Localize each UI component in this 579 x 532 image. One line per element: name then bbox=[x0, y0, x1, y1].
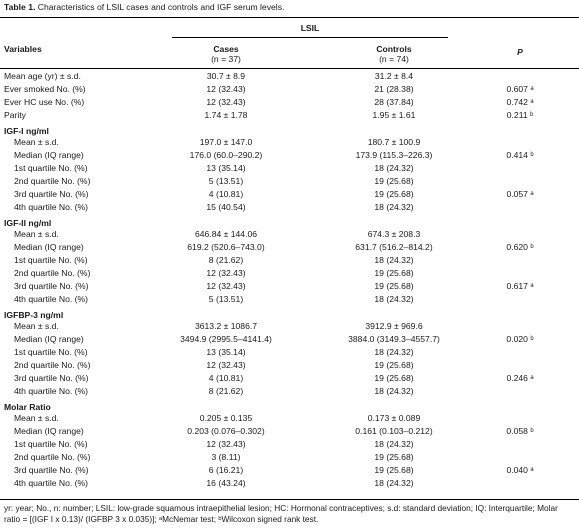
controls-value: 0.161 (0.103–0.212) bbox=[355, 426, 433, 436]
row-label: IGFBP-3 ng/ml bbox=[4, 310, 64, 320]
row-label: Median (IQ range) bbox=[14, 334, 84, 344]
row-label: 4th quartile No. (%) bbox=[14, 202, 89, 212]
row-label: Mean ± s.d. bbox=[14, 137, 59, 147]
row-label: Mean age (yr) ± s.d. bbox=[4, 71, 81, 81]
p-value: 0.246 ᵃ bbox=[506, 373, 534, 383]
row-label: IGF-II ng/ml bbox=[4, 218, 52, 228]
row-label: 3rd quartile No. (%) bbox=[14, 465, 89, 475]
cases-value: 15 (40.54) bbox=[206, 202, 246, 212]
cases-value: 646.84 ± 144.06 bbox=[194, 229, 258, 239]
cases-value: 4 (10.81) bbox=[208, 189, 244, 199]
controls-value: 28 (37.84) bbox=[374, 97, 414, 107]
table-number: Table 1. bbox=[4, 2, 36, 12]
cases-value: 3613.2 ± 1086.7 bbox=[194, 321, 258, 331]
p-value: 0.742 ᵃ bbox=[506, 97, 534, 107]
row-label: Ever HC use No. (%) bbox=[4, 97, 85, 107]
group-header: LSIL bbox=[300, 23, 320, 33]
controls-value: 631.7 (516.2–814.2) bbox=[355, 242, 433, 252]
row-label: 1st quartile No. (%) bbox=[14, 163, 88, 173]
cases-value: 0.203 (0.076–0.302) bbox=[187, 426, 265, 436]
row-label: 2nd quartile No. (%) bbox=[14, 268, 91, 278]
table-title: Characteristics of LSIL cases and controls and IGF serum levels. bbox=[37, 2, 285, 12]
controls-value: 19 (25.68) bbox=[374, 189, 414, 199]
row-label: 2nd quartile No. (%) bbox=[14, 452, 91, 462]
row-label: 1st quartile No. (%) bbox=[14, 347, 88, 357]
cases-value: 12 (32.43) bbox=[206, 360, 246, 370]
controls-value: 18 (24.32) bbox=[374, 439, 414, 449]
row-label: 4th quartile No. (%) bbox=[14, 294, 89, 304]
cases-value: 176.0 (60.0–290.2) bbox=[189, 150, 263, 160]
controls-value: 0.173 ± 0.089 bbox=[367, 413, 421, 423]
controls-value: 18 (24.32) bbox=[374, 347, 414, 357]
controls-value: 19 (25.68) bbox=[374, 268, 414, 278]
cases-value: 30.7 ± 8.9 bbox=[206, 71, 246, 81]
row-label: Ever smoked No. (%) bbox=[4, 84, 86, 94]
row-label: 1st quartile No. (%) bbox=[14, 255, 88, 265]
row-label: Mean ± s.d. bbox=[14, 321, 59, 331]
row-label: 2nd quartile No. (%) bbox=[14, 176, 91, 186]
row-label: 3rd quartile No. (%) bbox=[14, 189, 89, 199]
controls-value: 173.9 (115.3–226.3) bbox=[355, 150, 433, 160]
row-label: 4th quartile No. (%) bbox=[14, 386, 89, 396]
row-label: 3rd quartile No. (%) bbox=[14, 281, 89, 291]
cases-value: 8 (21.62) bbox=[208, 386, 244, 396]
row-label: 1st quartile No. (%) bbox=[14, 439, 88, 449]
controls-value: 31.2 ± 8.4 bbox=[374, 71, 414, 81]
p-value: 0.040 ᵃ bbox=[506, 465, 534, 475]
group-rule bbox=[172, 37, 448, 38]
row-label: Median (IQ range) bbox=[14, 150, 84, 160]
cases-value: 5 (13.51) bbox=[208, 294, 244, 304]
cases-value: 12 (32.43) bbox=[206, 439, 246, 449]
row-label: 3rd quartile No. (%) bbox=[14, 373, 89, 383]
cases-value: 13 (35.14) bbox=[206, 163, 246, 173]
cases-value: 16 (43.24) bbox=[206, 478, 246, 488]
row-label: Median (IQ range) bbox=[14, 426, 84, 436]
controls-value: 19 (25.68) bbox=[374, 360, 414, 370]
p-header: P bbox=[517, 47, 523, 57]
row-label: Parity bbox=[4, 110, 26, 120]
row-label: Molar Ratio bbox=[4, 402, 51, 412]
cases-value: 197.0 ± 147.0 bbox=[199, 137, 253, 147]
controls-value: 18 (24.32) bbox=[374, 478, 414, 488]
cases-value: 1.74 ± 1.78 bbox=[204, 110, 248, 120]
controls-value: 19 (25.68) bbox=[374, 373, 414, 383]
controls-value: 18 (24.32) bbox=[374, 386, 414, 396]
controls-value: 674.3 ± 208.3 bbox=[367, 229, 421, 239]
cases-value: 12 (32.43) bbox=[206, 97, 246, 107]
controls-value: 3912.9 ± 969.6 bbox=[365, 321, 423, 331]
controls-value: 3884.0 (3149.3–4557.7) bbox=[348, 334, 440, 344]
p-value: 0.020 ᵇ bbox=[506, 334, 534, 344]
controls-n: (n = 74) bbox=[379, 54, 409, 64]
cases-n: (n = 37) bbox=[211, 54, 241, 64]
p-value: 0.057 ᵃ bbox=[506, 189, 534, 199]
p-value: 0.058 ᵇ bbox=[506, 426, 534, 436]
row-label: Median (IQ range) bbox=[14, 242, 84, 252]
cases-value: 8 (21.62) bbox=[208, 255, 244, 265]
row-label: 4th quartile No. (%) bbox=[14, 478, 89, 488]
p-value: 0.414 ᵇ bbox=[506, 150, 534, 160]
cases-value: 6 (16.21) bbox=[208, 465, 244, 475]
p-value: 0.617 ᵃ bbox=[506, 281, 534, 291]
controls-value: 19 (25.68) bbox=[374, 176, 414, 186]
bottom-rule bbox=[0, 499, 579, 500]
table-footnote: yr: year; No., n: number; LSIL: low-grade squamous intraepithelial lesion; HC: Hormonal contraceptives; s.d: standard deviation; IQ: Interquartile; Molar ratio = [(IGF I x 0.13)/ (IGFBP 3 x 0.035)]; ᵃMcNemar test; ᵇWilcoxon signed rank test. bbox=[4, 503, 558, 524]
cases-value: 619.2 (520.6–743.0) bbox=[187, 242, 265, 252]
controls-value: 18 (24.32) bbox=[374, 202, 414, 212]
controls-value: 18 (24.32) bbox=[374, 255, 414, 265]
controls-value: 19 (25.68) bbox=[374, 452, 414, 462]
row-label: Mean ± s.d. bbox=[14, 413, 59, 423]
cases-header: Cases bbox=[213, 44, 239, 54]
controls-value: 21 (28.38) bbox=[374, 84, 414, 94]
top-rule bbox=[0, 17, 579, 18]
cases-value: 3494.9 (2995.5–4141.4) bbox=[180, 334, 272, 344]
cases-value: 12 (32.43) bbox=[206, 84, 246, 94]
header-rule bbox=[0, 68, 579, 69]
controls-value: 180.7 ± 100.9 bbox=[367, 137, 421, 147]
controls-value: 18 (24.32) bbox=[374, 163, 414, 173]
table-caption bbox=[4, 3, 284, 12]
variables-header: Variables bbox=[4, 44, 42, 54]
cases-value: 0.205 ± 0.135 bbox=[199, 413, 253, 423]
row-label: Mean ± s.d. bbox=[14, 229, 59, 239]
cases-value: 3 (8.11) bbox=[211, 452, 241, 462]
cases-value: 13 (35.14) bbox=[206, 347, 246, 357]
cases-value: 12 (32.43) bbox=[206, 268, 246, 278]
controls-value: 18 (24.32) bbox=[374, 294, 414, 304]
row-label: 2nd quartile No. (%) bbox=[14, 360, 91, 370]
p-value: 0.211 ᵇ bbox=[506, 110, 534, 120]
cases-value: 12 (32.43) bbox=[206, 281, 246, 291]
cases-value: 4 (10.81) bbox=[208, 373, 244, 383]
controls-header: Controls bbox=[376, 44, 412, 54]
row-label: IGF-I ng/ml bbox=[4, 126, 49, 136]
controls-value: 1.95 ± 1.61 bbox=[372, 110, 416, 120]
p-value: 0.620 ᵇ bbox=[506, 242, 534, 252]
cases-value: 5 (13.51) bbox=[208, 176, 244, 186]
p-value: 0.607 ᵃ bbox=[506, 84, 534, 94]
controls-value: 19 (25.68) bbox=[374, 465, 414, 475]
controls-value: 19 (25.68) bbox=[374, 281, 414, 291]
